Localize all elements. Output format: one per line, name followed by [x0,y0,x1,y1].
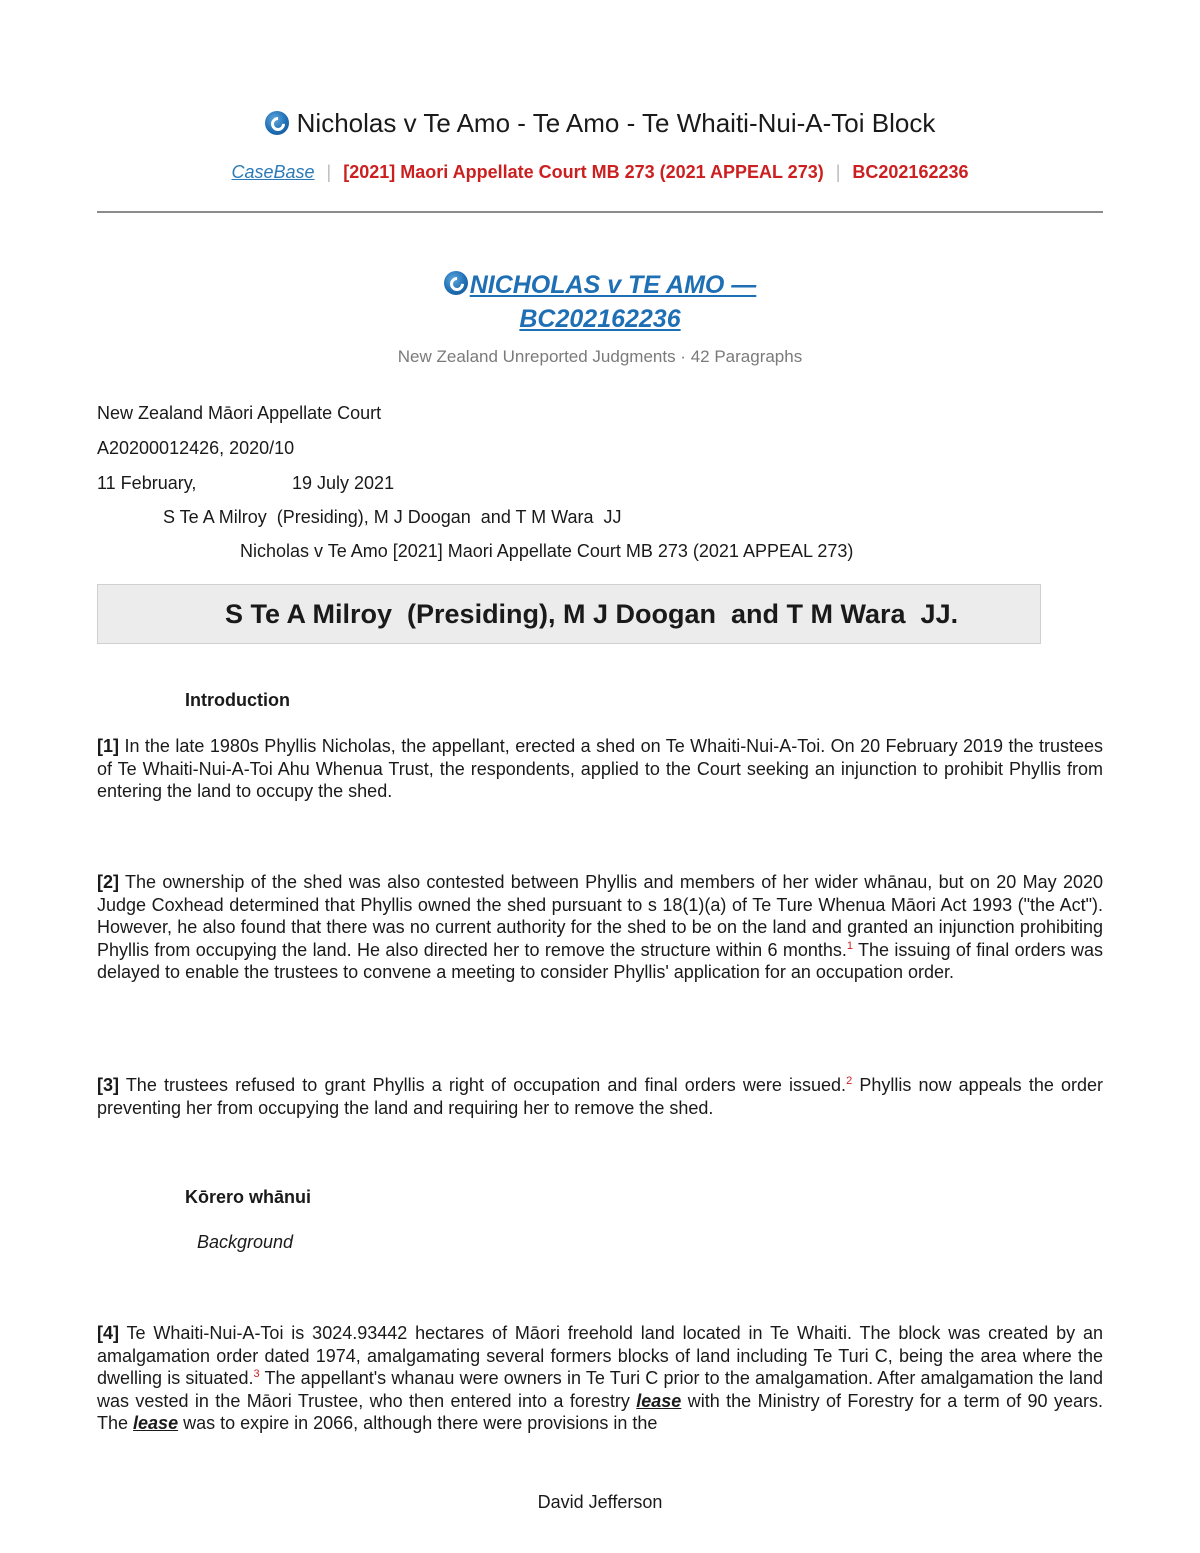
citation-bar [97,162,1103,183]
paragraph-2 [97,871,1103,984]
citation-text: [2021] Maori Appellate Court MB 273 (2021 APPEAL 273) [343,162,824,182]
bc-number: BC202162236 [852,162,969,182]
search-hit-lease[interactable]: lease [133,1413,179,1434]
paragraph-text: The appellant's whanau were owners in Te Turi C prior to the amalgamation. After amalgamation the land was vested in the Māori Trustee, who then entered into a forestry [97,1368,1103,1411]
paragraph-text: Te Whaiti-Nui-A-Toi is 3024.93442 hectares of Māori freehold land located in Te Whaiti. The block was created by an amalgamation order dated 1974, amalgamating several formers blocks of land including Te Turi C, being the area where the dwelling is situated. [97,1323,1103,1389]
case-subtitle: New Zealand Unreported Judgments · 42 Paragraphs [397,347,803,366]
paragraph-number: [1] [97,736,119,756]
page-footer-author: David Jefferson [537,1492,663,1512]
judges-banner-text: S Te A Milroy (Presiding), M J Doogan and T M Wara JJ. [225,599,959,629]
hearing-date: 11 February, [97,473,197,493]
judges-banner [97,584,1041,644]
paragraph-text: was to expire in 2066, although there were provisions in the [178,1413,658,1434]
search-hit-lease[interactable]: lease [636,1390,682,1411]
judges-line: S Te A Milroy (Presiding), M J Doogan and T M Wara JJ [163,507,622,527]
paragraph-4 [97,1322,1103,1435]
subsection-heading-background: Background [197,1232,294,1252]
case-heading-link[interactable]: NICHOLAS v TE AMO — [469,271,757,299]
footnote-ref[interactable]: 3 [253,1368,260,1381]
section-heading-korero: Kōrero whānui [185,1187,312,1207]
paragraph-text: with the Ministry of Forestry for a term of 90 years. The [97,1390,1104,1434]
paragraph-text: The ownership of the shed was also contested between Phyllis and members of her wider whānau, but on 20 May 2020 Judge Coxhead determined that Phyllis owned the shed pursuant to s 18(1)(a) of Te Ture Whenua Māori Act 1993 ("the Act"). However, he also found that there was no current authority for the shed to be on the land and granted an injunction prohibiting Phyllis from occupying the land. He also directed her to remove the structure within 6 months. [97,872,1103,960]
casebase-link[interactable]: CaseBase [231,162,315,182]
document-title-text: Nicholas v Te Amo - Te Amo - Te Whaiti-Nui-A-Toi Block [296,108,936,138]
footnote-ref[interactable]: 1 [846,939,853,952]
case-heading [97,268,1103,336]
paragraph-text: Phyllis now appeals the order preventing her from occupying the land and requiring her to remove the shed. [97,1075,1103,1118]
header-divider [97,211,1103,213]
case-heading-line-1[interactable] [97,268,1103,302]
paragraph-number: [3] [97,1075,119,1095]
footnote-ref[interactable]: 2 [846,1075,853,1087]
casebase-c-icon [444,271,468,295]
section-heading-introduction: Introduction [185,690,290,710]
paragraph-number: [2] [97,872,119,892]
document-title [97,108,1103,139]
casebase-c-icon [265,111,289,135]
paragraph-1 [97,735,1103,803]
court-name: New Zealand Māori Appellate Court [97,403,382,423]
separator: | [326,162,332,182]
paragraph-text: The issuing of final orders was delayed to enable the trustees to convene a meeting to consider Phyllis' application for an occupation order. [97,939,1103,983]
citation-line: Nicholas v Te Amo [2021] Maori Appellate Court MB 273 (2021 APPEAL 273) [240,541,854,561]
file-numbers: A20200012426, 2020/10 [97,438,295,458]
paragraph-text: The trustees refused to grant Phyllis a right of occupation and final orders were issued. [125,1075,847,1095]
separator: | [835,162,841,182]
paragraph-text: In the late 1980s Phyllis Nicholas, the appellant, erected a shed on Te Whaiti-Nui-A-Toi. On 20 February 2019 the trustees of Te Whaiti-Nui-A-Toi Ahu Whenua Trust, the respondents, applied to the Court seeking an injunction to prohibit Phyllis from entering the land to occupy the shed. [97,736,1103,802]
paragraph-3 [97,1074,1103,1119]
judgment-date: 19 July 2021 [292,473,395,493]
paragraph-number: [4] [97,1323,119,1343]
case-heading-line-2[interactable]: BC202162236 [519,305,681,333]
